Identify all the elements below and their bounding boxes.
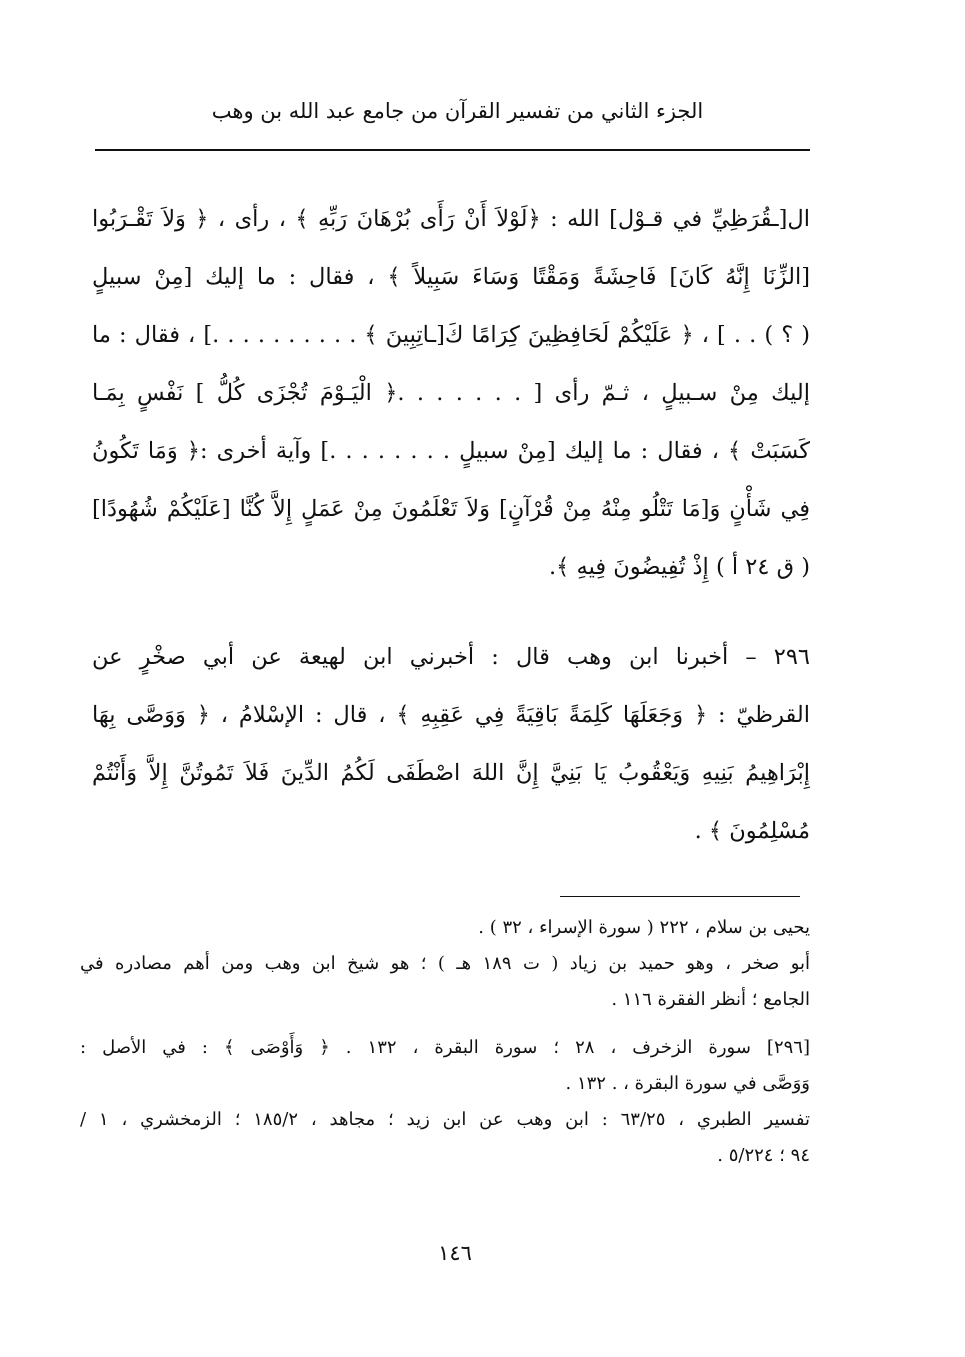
- text-line: [الزِّنَا إِنَّهُ كَانَ] فَاحِشَةً وَمَقْتًا وَسَاءَ سَبِيلاً ﴾ ، فقال : ما إليك [مِنْ سبيلٍ: [92, 264, 810, 290]
- text-line: كَسَبَتْ ﴾ ، فقال : ما إليك [مِنْ سبيلٍ . . . . . . . .] وآية أخرى :﴿ وَمَا تَكُونُ: [92, 438, 810, 464]
- text-line: ( ق ٢٤ أ ) إِذْ تُفِيضُونَ فِيهِ ﴾.: [549, 554, 810, 580]
- footnote-line: [٢٩٦] سورة الزخرف ، ٢٨ ؛ سورة البقرة ، ١٣٢ . ﴿ وَأَوْصَى ﴾ : في الأصل :: [80, 1037, 811, 1058]
- text-line: إليك مِنْ سـبيلٍ ، ثـمّ رأى [ . . . . . . .﴿ الْيَـوْمَ تُجْزَى كُلُّ ] نَفْسٍ بِمَـا: [92, 380, 810, 406]
- footnote-4: [80, 1102, 810, 1174]
- footnote-line: أبو صخر ، وهو حميد بن زياد ( ت ١٨٩ هـ ) ؛ هو شيخ ابن وهب ومن أهم مصادره في: [80, 953, 811, 974]
- main-text: [92, 190, 810, 860]
- footnote-gap: [80, 1018, 810, 1030]
- text-line: إِبْرَاهِيمُ بَنِيهِ وَيَعْقُوبُ يَا بَنِيَّ إِنَّ اللهَ اصْطَفَى لَكُمُ الدِّينَ فَلاَ تَمُوتُنَّ إِلاَّ وَأَنْتُمْ: [92, 760, 810, 786]
- text-line: فِي شَأْنٍ وَ[مَا تَتْلُو مِنْهُ مِنْ قُرْآنٍ] وَلاَ تَعْلَمُونَ مِنْ عَمَلٍ إِلاَّ كُنَّا [عَلَيْكُمْ شُهُودًا]: [92, 496, 810, 522]
- text-line: ٢٩٦ – أخبرنا ابن وهب قال : أخبرني ابن لهيعة عن أبي صخْرٍ عن: [92, 644, 810, 670]
- footnote-1: [80, 910, 810, 946]
- running-head: الجزء الثاني من تفسير القرآن من جامع عبد الله بن وهب: [211, 99, 704, 123]
- footnote-2: [80, 946, 810, 1018]
- text-line: مُسْلِمُونَ ﴾ .: [694, 818, 810, 844]
- footnotes: [80, 910, 810, 1174]
- footnote-line: وَوَصَّى في سورة البقرة ، . ١٣٢ .: [565, 1073, 810, 1094]
- text-line: القرظيّ : ﴿ وَجَعَلَهَا كَلِمَةً بَاقِيَةً فِي عَقِبِهِ ﴾ ، قال : الإسْلامُ ، ﴿ وَوَصَّى بِهَا: [92, 702, 810, 728]
- footnote-line: تفسير الطبري ، ٦٣/٢٥ : ابن وهب عن ابن زيد ؛ مجاهد ، ١٨٥/٢ ؛ الزمخشري ، ١ /: [80, 1109, 810, 1130]
- paragraph-296: [92, 628, 810, 860]
- footnote-rule: [560, 896, 800, 897]
- text-line: ( ؟ ) . . ] ، ﴿ عَلَيْكُمْ لَحَافِظِينَ كِرَامًا كَ[ـاتِبِينَ ﴾ . . . . . . . . . .] ، فقال : ما: [92, 322, 810, 348]
- footnote-3: [80, 1030, 810, 1102]
- page-number: ١٤٦: [438, 1241, 472, 1265]
- text-line: ال[ـقُرَظِيِّ في قـوْل] الله : ﴿لَوْلاَ أَنْ رَأَى بُرْهَانَ رَبِّهِ ﴾ ، رأى ، ﴿ وَلاَ تَقْـرَبُوا: [92, 206, 810, 232]
- paragraph-continued-commentary: [92, 190, 810, 596]
- paragraph-gap: [92, 596, 810, 628]
- header-rule: [95, 149, 810, 151]
- footnote-line: ٩٤ ؛ ٥/٢٢٤ .: [717, 1145, 810, 1166]
- footnote-line: يحيى بن سلام ، ٢٢٢ ( سورة الإسراء ، ٣٢ ) .: [478, 917, 810, 938]
- footnote-line: الجامع ؛ أنظر الفقرة ١١٦ .: [611, 989, 810, 1010]
